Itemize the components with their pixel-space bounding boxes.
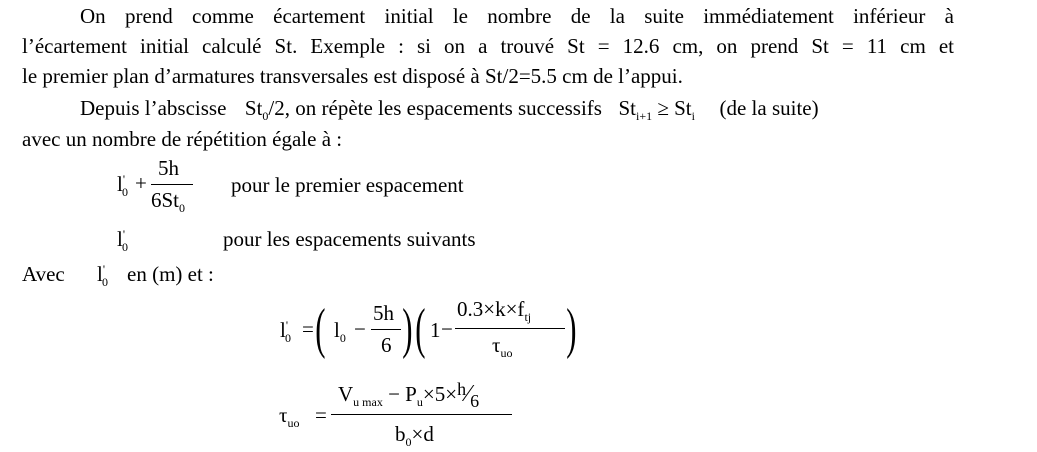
formula3-equals: =	[302, 317, 314, 341]
formula3-fraction-bar-2	[455, 328, 565, 329]
formula2-l: $l'_0$	[117, 227, 129, 254]
paragraph2-text-b: , on répète les espacements successifs	[284, 96, 602, 120]
formula1-denominator: $6St_0$	[151, 188, 186, 215]
formula4-denominator: $b_0\times d$	[395, 422, 434, 449]
formula4-lhs: $\tau_{uo}$	[279, 403, 300, 430]
formula1-label: pour le premier espacement	[231, 173, 464, 197]
formula1-fraction-bar	[151, 184, 193, 185]
formula1-plus: +	[135, 171, 147, 195]
paragraph2-text-c: (de la suite)	[719, 96, 819, 120]
avec-unit: en (m) et :	[127, 262, 214, 286]
paragraph1-line2: l’écartement initial calculé St. Exemple : si on a trouvé St = 12.6 cm, on prend St = 11 cm et	[22, 34, 954, 58]
st0-inline: $St_0/2$	[244, 96, 285, 123]
formula3-paren-open-1: (	[315, 298, 326, 360]
formula3-paren-open-2: (	[415, 298, 426, 360]
formula4-equals: =	[315, 403, 327, 427]
formula3-one: 1	[430, 318, 441, 342]
paragraph2-line1	[80, 96, 954, 123]
formula3-minus-2: −	[441, 317, 453, 341]
formula1-numerator: 5h	[158, 156, 179, 180]
paragraph2-line2: avec un nombre de répétition égale à :	[22, 127, 343, 151]
avec-word: Avec	[22, 262, 65, 286]
formula3-frac2-num: $0.3\times k\times f_{tj}$	[457, 297, 532, 324]
paragraph2-text-a: Depuis l’abscisse	[80, 96, 227, 120]
paragraph1-line1: On prend comme écartement initial le nombre de la suite immédiatement inférieur à	[80, 4, 954, 28]
formula4-numerator: $V_{u max}$ − $P_u\times 5\times h⁄6$	[338, 379, 480, 411]
avec-l0: $l'_0$	[97, 262, 109, 289]
formula2-label: pour les espacements suivants	[223, 227, 476, 251]
formula3-frac2-den: $\tau_{uo}$	[492, 333, 513, 360]
formula3-paren-close-1: )	[402, 298, 413, 360]
formula3-frac-den: 6	[381, 333, 392, 357]
formula3-paren-close-2: )	[566, 298, 577, 360]
formula4-fraction-bar	[331, 414, 512, 415]
sti-inequality: $St_{i+1} \ge St_i$	[618, 96, 695, 123]
formula3-frac-num: 5h	[373, 301, 394, 325]
formula3-l0: $l_0$	[334, 318, 346, 345]
formula1-l: $l'_0$	[117, 172, 129, 199]
formula3-fraction-bar-1	[371, 329, 401, 330]
formula3-minus: −	[354, 317, 366, 341]
paragraph1-line3: le premier plan d’armatures transversales est disposé à St/2=5.5 cm de l’appui.	[22, 64, 683, 88]
formula3-lhs: $l'_0$	[280, 318, 292, 345]
